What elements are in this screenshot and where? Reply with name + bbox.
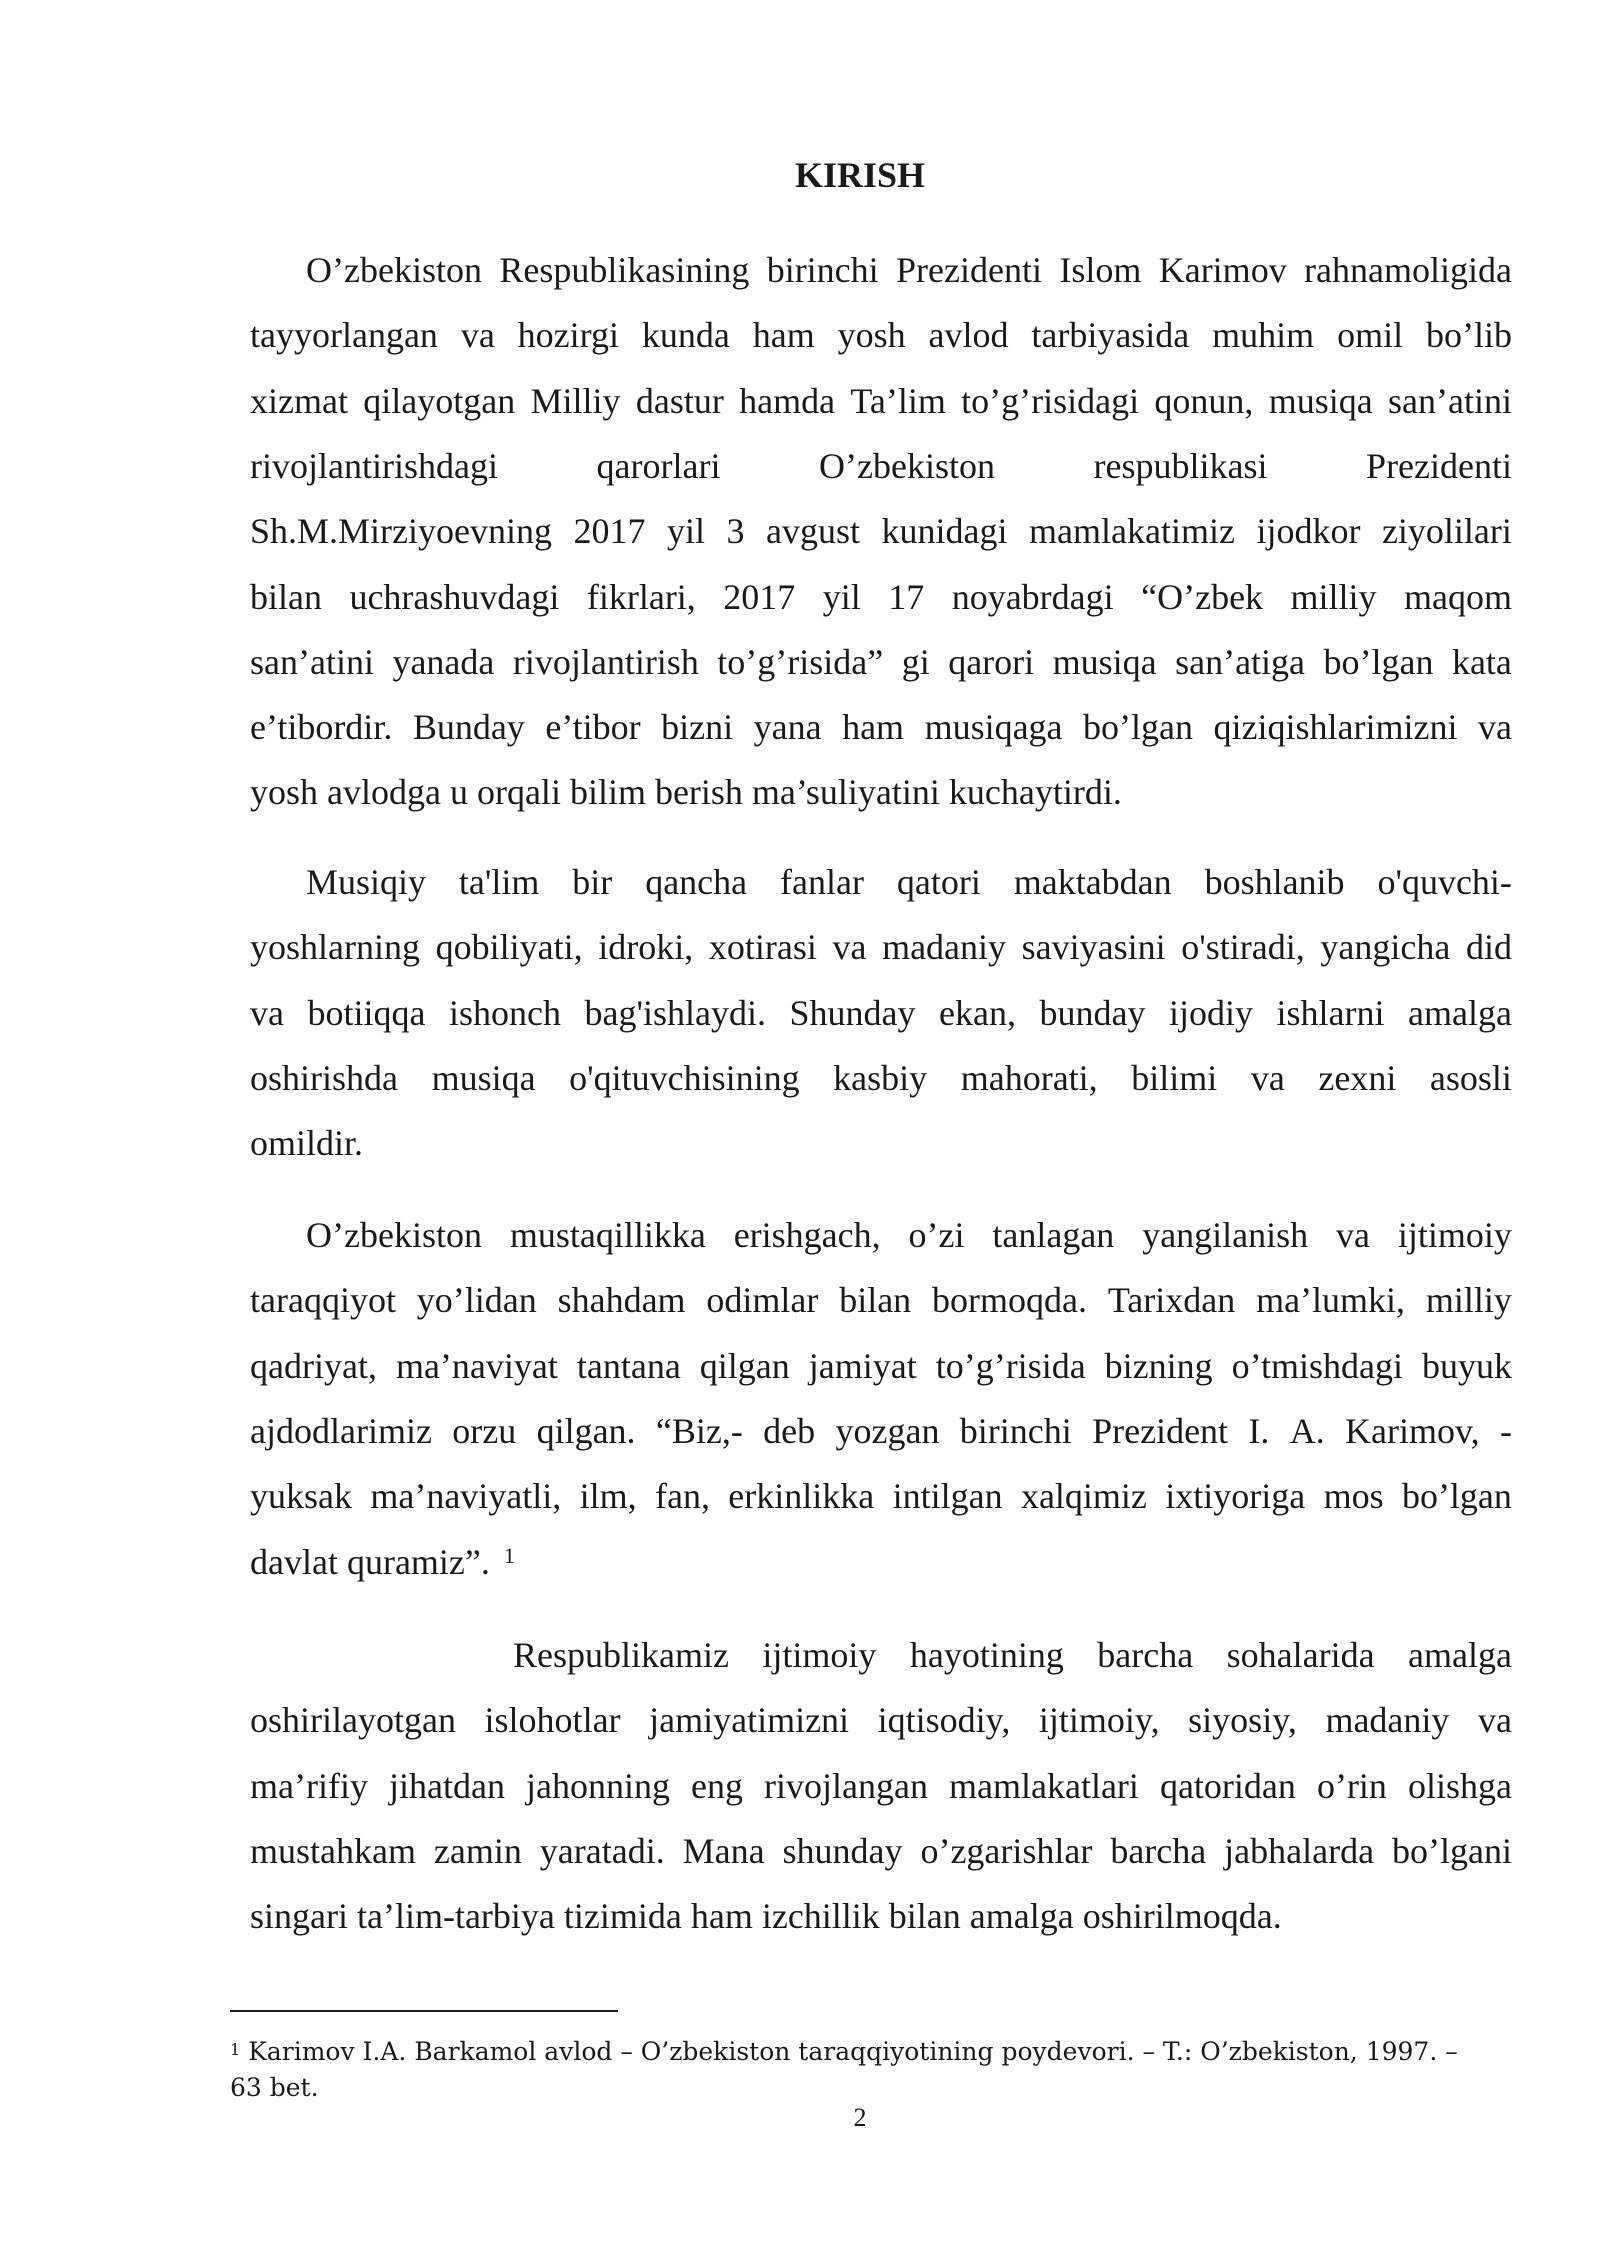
paragraph-text: Musiqiy ta'lim bir qancha fanlar qatori maktabdan boshlanib o'quvchi- [306,862,1512,902]
footnote-text: Karimov I.A. Barkamol avlod – O’zbekiston taraqqiyotining poydevori. – T.: O’zbekiston, 1997. – [248,2037,1458,2066]
footnote-line [230,2036,1458,2068]
paragraph-text: ajdodlarimiz orzu qilgan. “Biz,- deb yozgan birinchi Prezident I. A. Karimov, - [250,1411,1512,1451]
paragraph-line [250,1896,1512,1936]
paragraph-line [250,315,1512,355]
paragraph-line [250,381,1512,421]
page-number: 2 [853,2103,867,2132]
paragraph-text: Sh.M.Mirziyoevning 2017 yil 3 avgust kunidagi mamlakatimiz ijodkor ziyolilari [250,511,1512,551]
paragraph-text: ma’rifiy jihatdan jahonning eng rivojlangan mamlakatlari qatoridan o’rin olishga [250,1766,1512,1806]
paragraph-text: mustahkam zamin yaratadi. Mana shunday o’zgarishlar barcha jabhalarda bo’lgani [250,1831,1512,1871]
paragraph-line [250,1411,1512,1451]
paragraph-line [250,1542,1512,1582]
footnote-line [230,2072,319,2104]
footnote-separator [230,2010,618,2012]
paragraph-text: san’atini yanada rivojlantirish to’g’risida” gi qarori musiqa san’atiga bo’lgan kata [250,642,1512,682]
paragraph-text: e’tibordir. Bunday e’tibor bizni yana ham musiqaga bo’lgan qiziqishlarimizni va [250,707,1512,747]
paragraph-text: qadriyat, ma’naviyat tantana qilgan jamiyat to’g’risida bizning o’tmishdagi buyuk [250,1346,1512,1386]
footnote-reference: 1 [503,1543,515,1568]
paragraph-text: O’zbekiston mustaqillikka erishgach, o’zi tanlagan yangilanish va ijtimoiy [306,1215,1512,1255]
paragraph-line [250,511,1512,551]
paragraph-line [306,1215,1512,1255]
paragraph-text: omildir. [250,1123,364,1163]
footnote-marker: 1 [230,2040,241,2059]
paragraph-line [250,1123,1512,1163]
paragraph-text: O’zbekiston Respublikasining birinchi Prezidenti Islom Karimov rahnamoligida [306,250,1512,290]
paragraph-line [250,1700,1512,1740]
paragraph-text: tayyorlangan va hozirgi kunda ham yosh avlod tarbiyasida muhim omil bo’lib [250,315,1512,355]
paragraph-text: yosh avlodga u orqali bilim berish ma’suliyatini kuchaytirdi. [250,772,1122,812]
paragraph-line [250,1346,1512,1386]
paragraph-text: va botiiqqa ishonch bag'ishlaydi. Shunday ekan, bunday ijodiy ishlarni amalga [250,993,1512,1033]
paragraph-line [513,1635,1512,1675]
paragraph-text: singari ta’lim-tarbiya tizimida ham izchillik bilan amalga oshirilmoqda. [250,1896,1282,1936]
paragraph-text: yuksak ma’naviyatli, ilm, fan, erkinlikka intilgan xalqimiz ixtiyoriga mos bo’lgan [250,1476,1512,1516]
paragraph-text: xizmat qilayotgan Milliy dastur hamda Ta’lim to’g’risidagi qonun, musiqa san’atini [250,381,1512,421]
paragraph-line [250,1058,1512,1098]
paragraph-line [250,446,1512,486]
paragraph-line [250,1831,1512,1871]
paragraph-line [250,993,1512,1033]
paragraph-line [250,927,1512,967]
paragraph-line [250,1766,1512,1806]
footnote-text: 63 bet. [230,2073,319,2102]
paragraph-text: rivojlantirishdagi qarorlari O’zbekiston respublikasi Prezidenti [250,446,1512,486]
paragraph-line [306,862,1512,902]
page-title: KIRISH [794,155,926,195]
paragraph-line [250,1280,1512,1320]
paragraph-line [250,577,1512,617]
paragraph-text: davlat quramiz”. [250,1542,490,1582]
paragraph-line [250,772,1512,812]
paragraph-text: Respublikamiz ijtimoiy hayotining barcha sohalarida amalga [513,1635,1512,1675]
paragraph-line [250,707,1512,747]
paragraph-text: taraqqiyot yo’lidan shahdam odimlar bilan bormoqda. Tarixdan ma’lumki, milliy [250,1280,1512,1320]
paragraph-line [250,1476,1512,1516]
paragraph-text: bilan uchrashuvdagi fikrlari, 2017 yil 17 noyabrdagi “O’zbek milliy maqom [250,577,1512,617]
paragraph-line [250,642,1512,682]
paragraph-line [306,250,1512,290]
paragraph-text: oshirilayotgan islohotlar jamiyatimizni iqtisodiy, ijtimoiy, siyosiy, madaniy va [250,1700,1512,1740]
paragraph-text: oshirishda musiqa o'qituvchisining kasbiy mahorati, bilimi va zexni asosli [250,1058,1512,1098]
paragraph-text: yoshlarning qobiliyati, idroki, xotirasi va madaniy saviyasini o'stiradi, yangicha did [250,927,1512,967]
